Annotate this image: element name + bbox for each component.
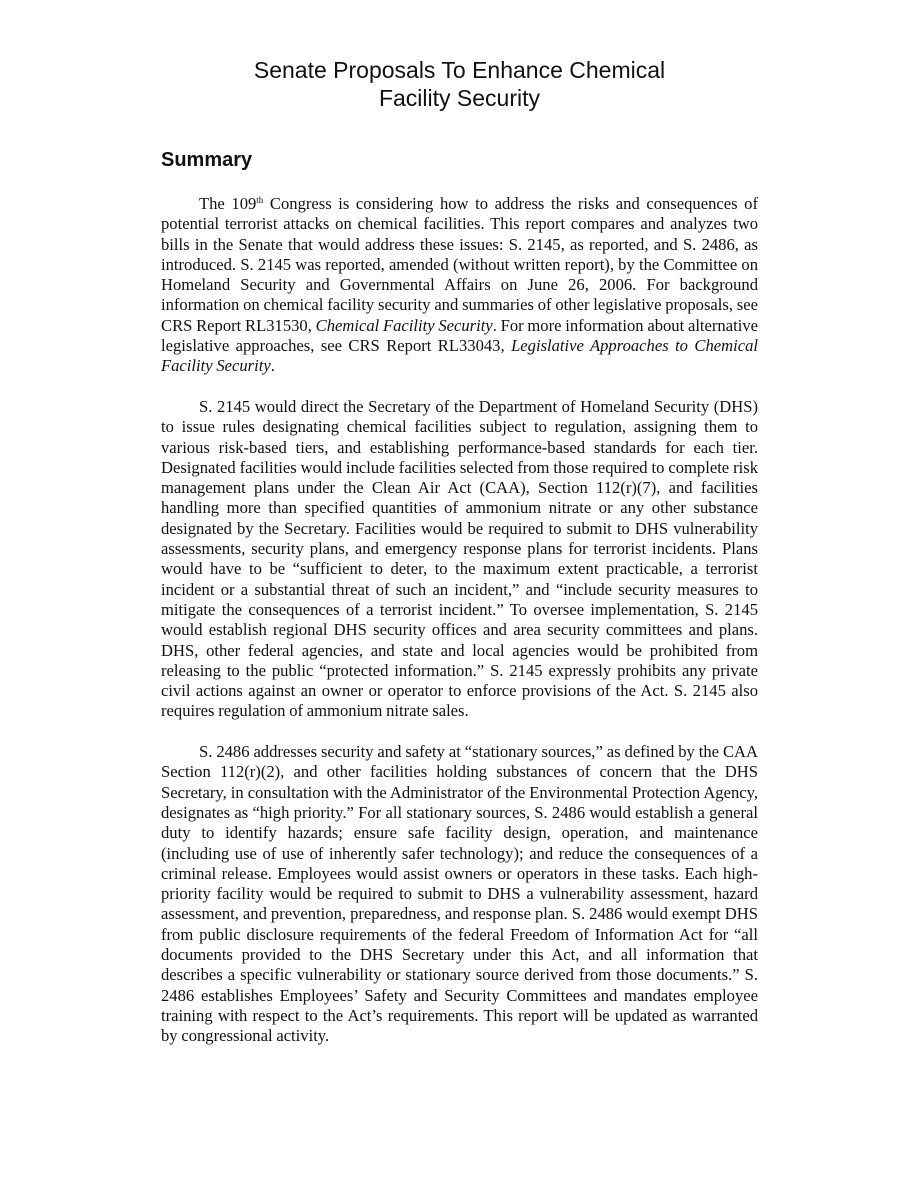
paragraph-3: S. 2486 addresses security and safety at “stationary sources,” as defined by the CAA Section 112(r)(2), and other facilities holding substances of concern that the DHS Secretary, in consultation with the Administrator of the Environmental Protection Agency, designates as “high priority.” For all stationary sources, S. 2486 would establish a general duty to identify hazards; ensure safe facility design, operation, and maintenance (including use of use of inherently safer technology); and reduce the consequences of a criminal release. Employees would assist owners or operators in these tasks. Each high-priority facility would be required to submit to DHS a vulnerability assessment, hazard assessment, and prevention, preparedness, and response plan. S. 2486 would exempt DHS from public disclosure requirements of the federal Freedom of Information Act for “all documents provided to the DHS Secretary under this Act, and all information that describes a specific vulnerability or stationary source derived from those documents.” S. 2486 establishes Employees’ Safety and Security Committees and mandates employee training with respect to the Act’s requirements. This report will be updated as warranted by congressional activity.: [161, 742, 758, 1046]
paragraph-2: S. 2145 would direct the Secretary of the Department of Homeland Security (DHS) to issue rules designating chemical facilities subject to regulation, assigning them to various risk-based tiers, and establishing performance-based standards for each tier. Designated facilities would include facilities selected from those required to complete risk management plans under the Clean Air Act (CAA), Section 112(r)(7), and facilities handling more than specified quantities of ammonium nitrate or any other substance designated by the Secretary. Facilities would be required to submit to DHS vulnerability assessments, security plans, and emergency response plans for terrorist incidents. Plans would have to be “sufficient to deter, to the maximum extent practicable, a terrorist incident or a substantial threat of such an incident,” and “include security measures to mitigate the consequences of a terrorist incident.” To oversee implementation, S. 2145 would establish regional DHS security offices and area security committees and plans. DHS, other federal agencies, and state and local agencies would be prohibited from releasing to the public “protected information.” S. 2145 expressly prohibits any private civil actions against an owner or operator to enforce provisions of the Act. S. 2145 also requires regulation of ammonium nitrate sales.: [161, 396, 758, 721]
paragraph-1-italic-title-1: Chemical Facility Security: [315, 315, 493, 335]
paragraph-1: [161, 194, 758, 377]
paragraph-1-part-c: . For more information about alternative legislative approaches, see CRS Report RL33043,: [161, 315, 758, 356]
section-heading-summary: Summary: [161, 149, 253, 171]
paragraph-1-part-d: .: [270, 356, 275, 376]
title-line-2: Facility Security: [378, 85, 541, 111]
document-page: [161, 56, 758, 1046]
paragraph-1-part-a: The 109: [199, 194, 257, 213]
paragraph-1-part-b: Congress is considering how to address the risks and consequences of potential terrorist attacks on chemical facilities. This report compares and analyzes two bills in the Senate that would address these issues: S. 2145, as reported, and S. 2486, as introduced. S. 2145 was reported, amended (without written report), by the Committee on Homeland Security and Governmental Affairs on June 26, 2006. For background information on chemical facility security and summaries of other legislative proposals, see CRS Report RL31530,: [161, 194, 758, 335]
summary-body: [161, 194, 758, 1046]
title-line-1: Senate Proposals To Enhance Chemical: [253, 57, 666, 83]
document-title: [161, 56, 758, 112]
paragraph-1-italic-title-2: Legislative Approaches to Chemical Facility Security: [161, 336, 758, 376]
paragraph-1-superscript: th: [256, 195, 264, 205]
